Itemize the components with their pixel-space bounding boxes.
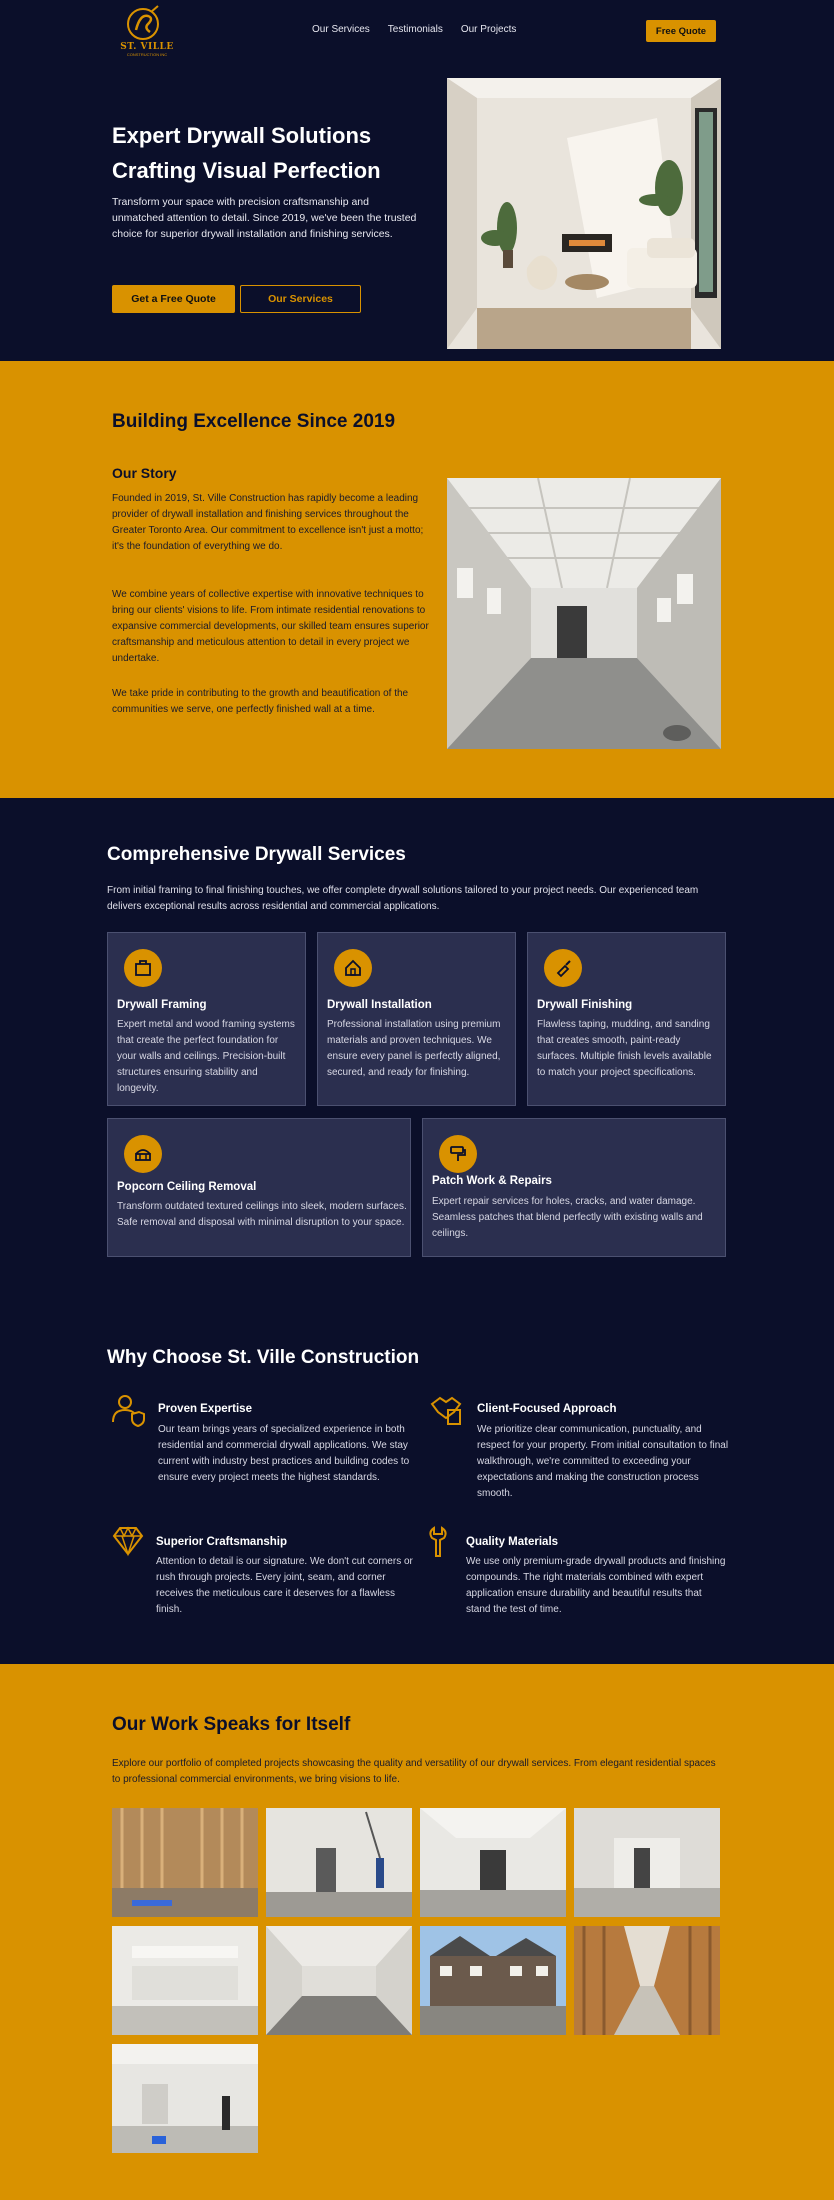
ceiling-icon bbox=[124, 1135, 162, 1173]
why-item-description: We use only premium-grade drywall products and finishing compounds. The right materials combined with expert application ensure durability and beautiful results that stand the test of time. bbox=[466, 1556, 726, 1615]
wrench-icon bbox=[422, 1524, 458, 1560]
nav-link-projects[interactable]: Our Projects bbox=[460, 24, 517, 35]
house-icon bbox=[334, 949, 372, 987]
service-card-framing[interactable] bbox=[107, 932, 306, 1106]
service-description: Expert metal and wood framing systems that create the perfect foundation for your walls and ceilings. Precision-built structures ensuring stability and longevity. bbox=[117, 1019, 295, 1094]
portfolio-image[interactable] bbox=[266, 1926, 412, 2035]
diamond-icon bbox=[110, 1524, 146, 1560]
why-title: Why Choose St. Ville Construction bbox=[107, 1347, 420, 1368]
portfolio-image[interactable] bbox=[266, 1808, 412, 1917]
roller-icon bbox=[439, 1135, 477, 1173]
about-title: Building Excellence Since 2019 bbox=[112, 411, 396, 432]
story-paragraph-2: We combine years of collective expertise with innovative techniques to bring our clients' visions to life. From intimate residential renovations to expansive commercial developments, our skilled team ensures superior craftsmanship and meticulous attention to detail in every project we undertake. bbox=[112, 589, 429, 664]
frame-icon bbox=[124, 949, 162, 987]
portfolio-image[interactable] bbox=[420, 1926, 566, 2035]
why-item-title: Client-Focused Approach bbox=[477, 1403, 617, 1415]
service-title: Patch Work & Repairs bbox=[432, 1175, 552, 1187]
logo-emblem-icon bbox=[118, 4, 176, 44]
service-title: Drywall Framing bbox=[117, 999, 207, 1011]
drywall-room-image bbox=[447, 478, 721, 749]
service-title: Drywall Installation bbox=[327, 999, 432, 1011]
user-shield-icon bbox=[110, 1392, 146, 1428]
nav-link-services[interactable]: Our Services bbox=[312, 24, 370, 35]
why-item-description: Our team brings years of specialized experience in both residential and commercial drywall applications. We stay current with industry best practices and building codes to ensure every project meets the highest standards. bbox=[158, 1424, 410, 1483]
service-description: Professional installation using premium materials and proven techniques. We ensure every panel is perfectly aligned, secured, and ready for finishing. bbox=[327, 1019, 501, 1078]
logo-subtext: CONSTRUCTION INC bbox=[126, 52, 168, 57]
portfolio-image[interactable] bbox=[112, 1808, 258, 1917]
why-item-title: Quality Materials bbox=[466, 1536, 559, 1548]
story-paragraph-1: Founded in 2019, St. Ville Construction has rapidly become a leading provider of drywall installation and finishing services throughout the Greater Toronto Area. Our commitment to excellence isn't just a motto; it's the foundation of everything we do. bbox=[112, 493, 424, 552]
portfolio-image[interactable] bbox=[420, 1808, 566, 1917]
why-item-title: Superior Craftsmanship bbox=[156, 1536, 287, 1548]
nav-link-testimonials[interactable]: Testimonials bbox=[387, 24, 443, 35]
services-description: From initial framing to final finishing touches, we offer complete drywall solutions tailored to your project needs. Our experienced team delivers exceptional results across residential and commercial applications. bbox=[107, 885, 699, 912]
service-card-installation[interactable] bbox=[317, 932, 516, 1106]
free-quote-button[interactable]: Free Quote bbox=[646, 20, 716, 42]
service-card-popcorn[interactable] bbox=[107, 1118, 411, 1257]
hero-title-line2: Crafting Visual Perfection bbox=[112, 158, 381, 183]
hero-description: Transform your space with precision craftsmanship and unmatched attention to detail. Since 2019, we've been the trusted choice for superior drywall installation and finishing services. bbox=[112, 196, 417, 240]
hero-title-line1: Expert Drywall Solutions bbox=[112, 123, 372, 148]
get-quote-button[interactable]: Get a Free Quote bbox=[112, 285, 235, 313]
hero-title bbox=[112, 118, 432, 188]
portfolio-title: Our Work Speaks for Itself bbox=[112, 1714, 351, 1735]
service-description: Flawless taping, mudding, and sanding that creates smooth, paint-ready surfaces. Multiple finish levels available to match your project specifications. bbox=[537, 1019, 712, 1078]
service-description: Transform outdated textured ceilings into sleek, modern surfaces. Safe removal and disposal with minimal disruption to your space. bbox=[117, 1201, 407, 1228]
story-title: Our Story bbox=[112, 465, 177, 481]
service-description: Expert repair services for holes, cracks, and water damage. Seamless patches that blend perfectly with existing walls and ceilings. bbox=[432, 1196, 703, 1239]
brand-logo[interactable] bbox=[118, 4, 176, 58]
service-card-repairs[interactable] bbox=[422, 1118, 726, 1257]
why-item-title: Proven Expertise bbox=[158, 1403, 252, 1415]
service-title: Drywall Finishing bbox=[537, 999, 633, 1011]
service-card-finishing[interactable] bbox=[527, 932, 726, 1106]
living-room-image bbox=[447, 78, 721, 349]
our-services-button[interactable]: Our Services bbox=[240, 285, 361, 313]
why-item-description: Attention to detail is our signature. We don't cut corners or rush through projects. Every joint, seam, and corner receives the meticulous care it deserves for a flawless finish. bbox=[156, 1556, 413, 1615]
portfolio-image[interactable] bbox=[574, 1926, 720, 2035]
story-paragraph-3: We take pride in contributing to the growth and beautification of the communities we serve, one perfectly finished wall at a time. bbox=[112, 688, 409, 715]
handshake-icon bbox=[428, 1392, 464, 1428]
top-nav bbox=[0, 0, 834, 62]
portfolio-description: Explore our portfolio of completed projects showcasing the quality and versatility of our drywall services. From elegant residential spaces to professional commercial environments, we bring visions to life. bbox=[112, 1758, 716, 1785]
service-title: Popcorn Ceiling Removal bbox=[117, 1181, 257, 1193]
portfolio-image[interactable] bbox=[112, 2044, 258, 2153]
logo-text: ST. VILLE bbox=[120, 42, 174, 52]
services-title: Comprehensive Drywall Services bbox=[107, 844, 406, 865]
portfolio-section bbox=[0, 1664, 834, 2200]
about-section bbox=[0, 361, 834, 798]
portfolio-image[interactable] bbox=[574, 1808, 720, 1917]
nav-links bbox=[312, 24, 516, 35]
portfolio-image[interactable] bbox=[112, 1926, 258, 2035]
why-item-description: We prioritize clear communication, punctuality, and respect for your property. From initial consultation to final walkthrough, we're committed to exceeding your expectations and making the construction process smooth. bbox=[477, 1424, 729, 1499]
trowel-icon bbox=[544, 949, 582, 987]
